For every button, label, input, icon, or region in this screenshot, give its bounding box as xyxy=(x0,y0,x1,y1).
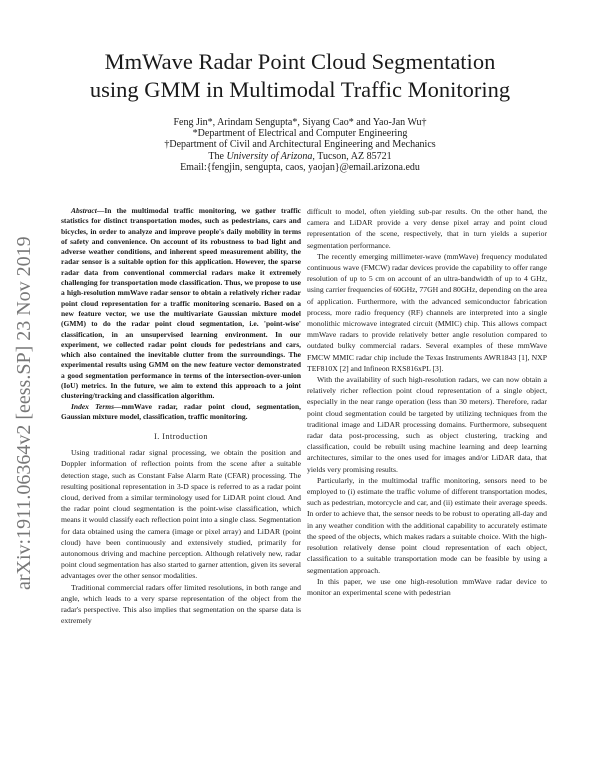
affiliation-2: †Department of Civil and Architectural Engineering and Mechanics xyxy=(164,139,436,151)
right-column xyxy=(307,206,547,598)
arxiv-stamp: arXiv:1911.06364v2 [eess.SP] 23 Nov 2019 xyxy=(13,236,35,590)
author-email: Email:{fengjin, sengupta, caos, yaojan}@email.arizona.edu xyxy=(180,161,420,173)
right-paragraph-1: difficult to model, often yielding sub-par results. On the other hand, the camera and LiDAR provide a very dense pixel array and point cloud representation of the scene, respectively, that in turn yields a superior segmentation performance. xyxy=(307,207,547,250)
paper-title xyxy=(40,48,560,104)
index-terms xyxy=(61,402,301,423)
title-line-2: using GMM in Multimodal Traffic Monitoring xyxy=(89,77,511,102)
right-paragraph-3: With the availability of such high-resolution radars, we can now obtain a relatively richer reflection point cloud representation of a single object, especially in the near range operation (less than 30 meters). Therefore, radar point cloud segmentation could be targeted by utilizing techniques from the traditional image and LiDAR processing domains. Furthermore, subsequent radar data post-processing, such as object clustering, tracking and classification, could be rebuilt using machine learning and deep learning architectures, similar to the ones used for images and/or LiDAR data, that yields very promising results. xyxy=(307,375,547,474)
index-terms-label: Index Terms xyxy=(71,401,115,411)
title-line-1: MmWave Radar Point Cloud Segmentation xyxy=(104,49,496,74)
right-paragraph-4: Particularly, in the multimodal traffic monitoring, sensors need to be employed to (i) estimate the traffic volume of different transportation modes, such as pedestrian, motorcycle and car, and (ii) estimate their average speeds. In order to achieve that, the sensor needs to be robust to operating all-day and in any weather condition with the additional capability to accurately estimate the speed of the objects, which makes radars a suitable choice. With the high-resolution relatively dense point cloud representation of each object, classification to a suitable transportation mode can be feasible by using a segmentation approach. xyxy=(307,475,547,575)
abstract-text: —In the multimodal traffic monitoring, we gather traffic statistics for distinct transportation modes, such as pedestrians, cars and bicycles, in order to analyze and improve people's daily mobility in terms of safety and convenience. On account of its robustness to bad light and adverse weather conditions, and inherent speed measurement ability, the radar sensor is a suitable option for this application. However, the sparse radar data from conventional commercial radars make it extremely challenging for transportation mode classification. Thus, we propose to use a high-resolution mmWave radar sensor to obtain a relatively richer radar point cloud representation for a traffic monitoring scenario. Based on a new feature vector, we use the multivariate Gaussian mixture model (GMM) to do the radar point cloud segmentation, i.e. 'point-wise' classification, in an unsupervised learning environment. In our experiment, we collected radar point clouds for pedestrians and cars, which also contained the inevitable clutter from the surroundings. The experimental results using GMM on the new feature vector demonstrated a good segmentation performance in terms of the intersection-over-union (IoU) metrics. In the future, we aim to extend this approach to a joint clustering/tracking and classification algorithm. xyxy=(61,206,301,401)
affiliation-3-pre: The xyxy=(208,150,227,162)
abstract-label: Abstract xyxy=(71,206,97,215)
left-column xyxy=(61,206,301,626)
intro-paragraph-1: Using traditional radar signal processing, we obtain the position and Doppler information of reflection points from the scene after a suitable detection stage, such as Constant False Alarm Rate (CFAR) processing. The resulting positional representation in 3-D space is referred to as a radar point cloud, derived from a similar terminology used for LiDAR point cloud. And the radar point cloud segmentation is the point-wise classification, which means it would classify each reflection point into a single class. Segmentation for data obtained using the camera (image or pixel array) and LiDAR (point cloud) have been continuously and extensively studied, primarily for autonomous driving and machine perception. Although relatively new, radar point cloud segmentation has also started to garner attention, given its several advantages over the other sensor modalities. xyxy=(61,448,301,581)
author-names: Feng Jin*, Arindam Sengupta*, Siyang Cao* and Yao-Jan Wu† xyxy=(173,117,427,128)
affiliation-3-post: , Tucson, AZ 85721 xyxy=(312,150,392,162)
right-paragraph-5: In this paper, we use one high-resolution mmWave radar device to monitor an experimental scene with pedestrian xyxy=(307,576,547,597)
affiliation-1: *Department of Electrical and Computer Engineering xyxy=(192,128,408,140)
index-terms-text: —mmWave radar, radar point cloud, segmentation, Gaussian mixture model, classification, traffic monitoring. xyxy=(61,401,302,421)
university-name: University of Arizona xyxy=(226,150,313,162)
affiliation-3 xyxy=(40,151,560,162)
intro-paragraph-2: Traditional commercial radars offer limited resolutions, in both range and angle, which leads to a very sparse representation of the object from the radar's perspective. This also implies that segmentation on the sparse data is extremely xyxy=(61,582,301,626)
right-paragraph-2: The recently emerging millimeter-wave (mmWave) frequency modulated continuous wave (FMCW) radar devices provide the capability to offer range resolution of up to 5 cm on account of an ultra-bandwidth of up to 4 GHz, using carrier frequencies of 60GHz, 77GH and 80GHz, depending on the area of application. Furthermore, with the advanced semiconductor fabrication process, more radio frequency (RF) channels are interpreted into a single monolithic microwave integrated circuit (MMIC) chip. This allows compact mmWave radars to provide relatively better angle resolution compared to outdated bulky commercial radars. Several examples of these mmWave FMCW MMIC radar chip include the Texas Instruments AWR1843 [1], NXP TEF810X [2] and Infineon RXS816xPL [3]. xyxy=(307,251,547,373)
abstract xyxy=(61,206,301,402)
author-block xyxy=(40,117,560,173)
section-heading-introduction: I. Introduction xyxy=(154,432,208,442)
